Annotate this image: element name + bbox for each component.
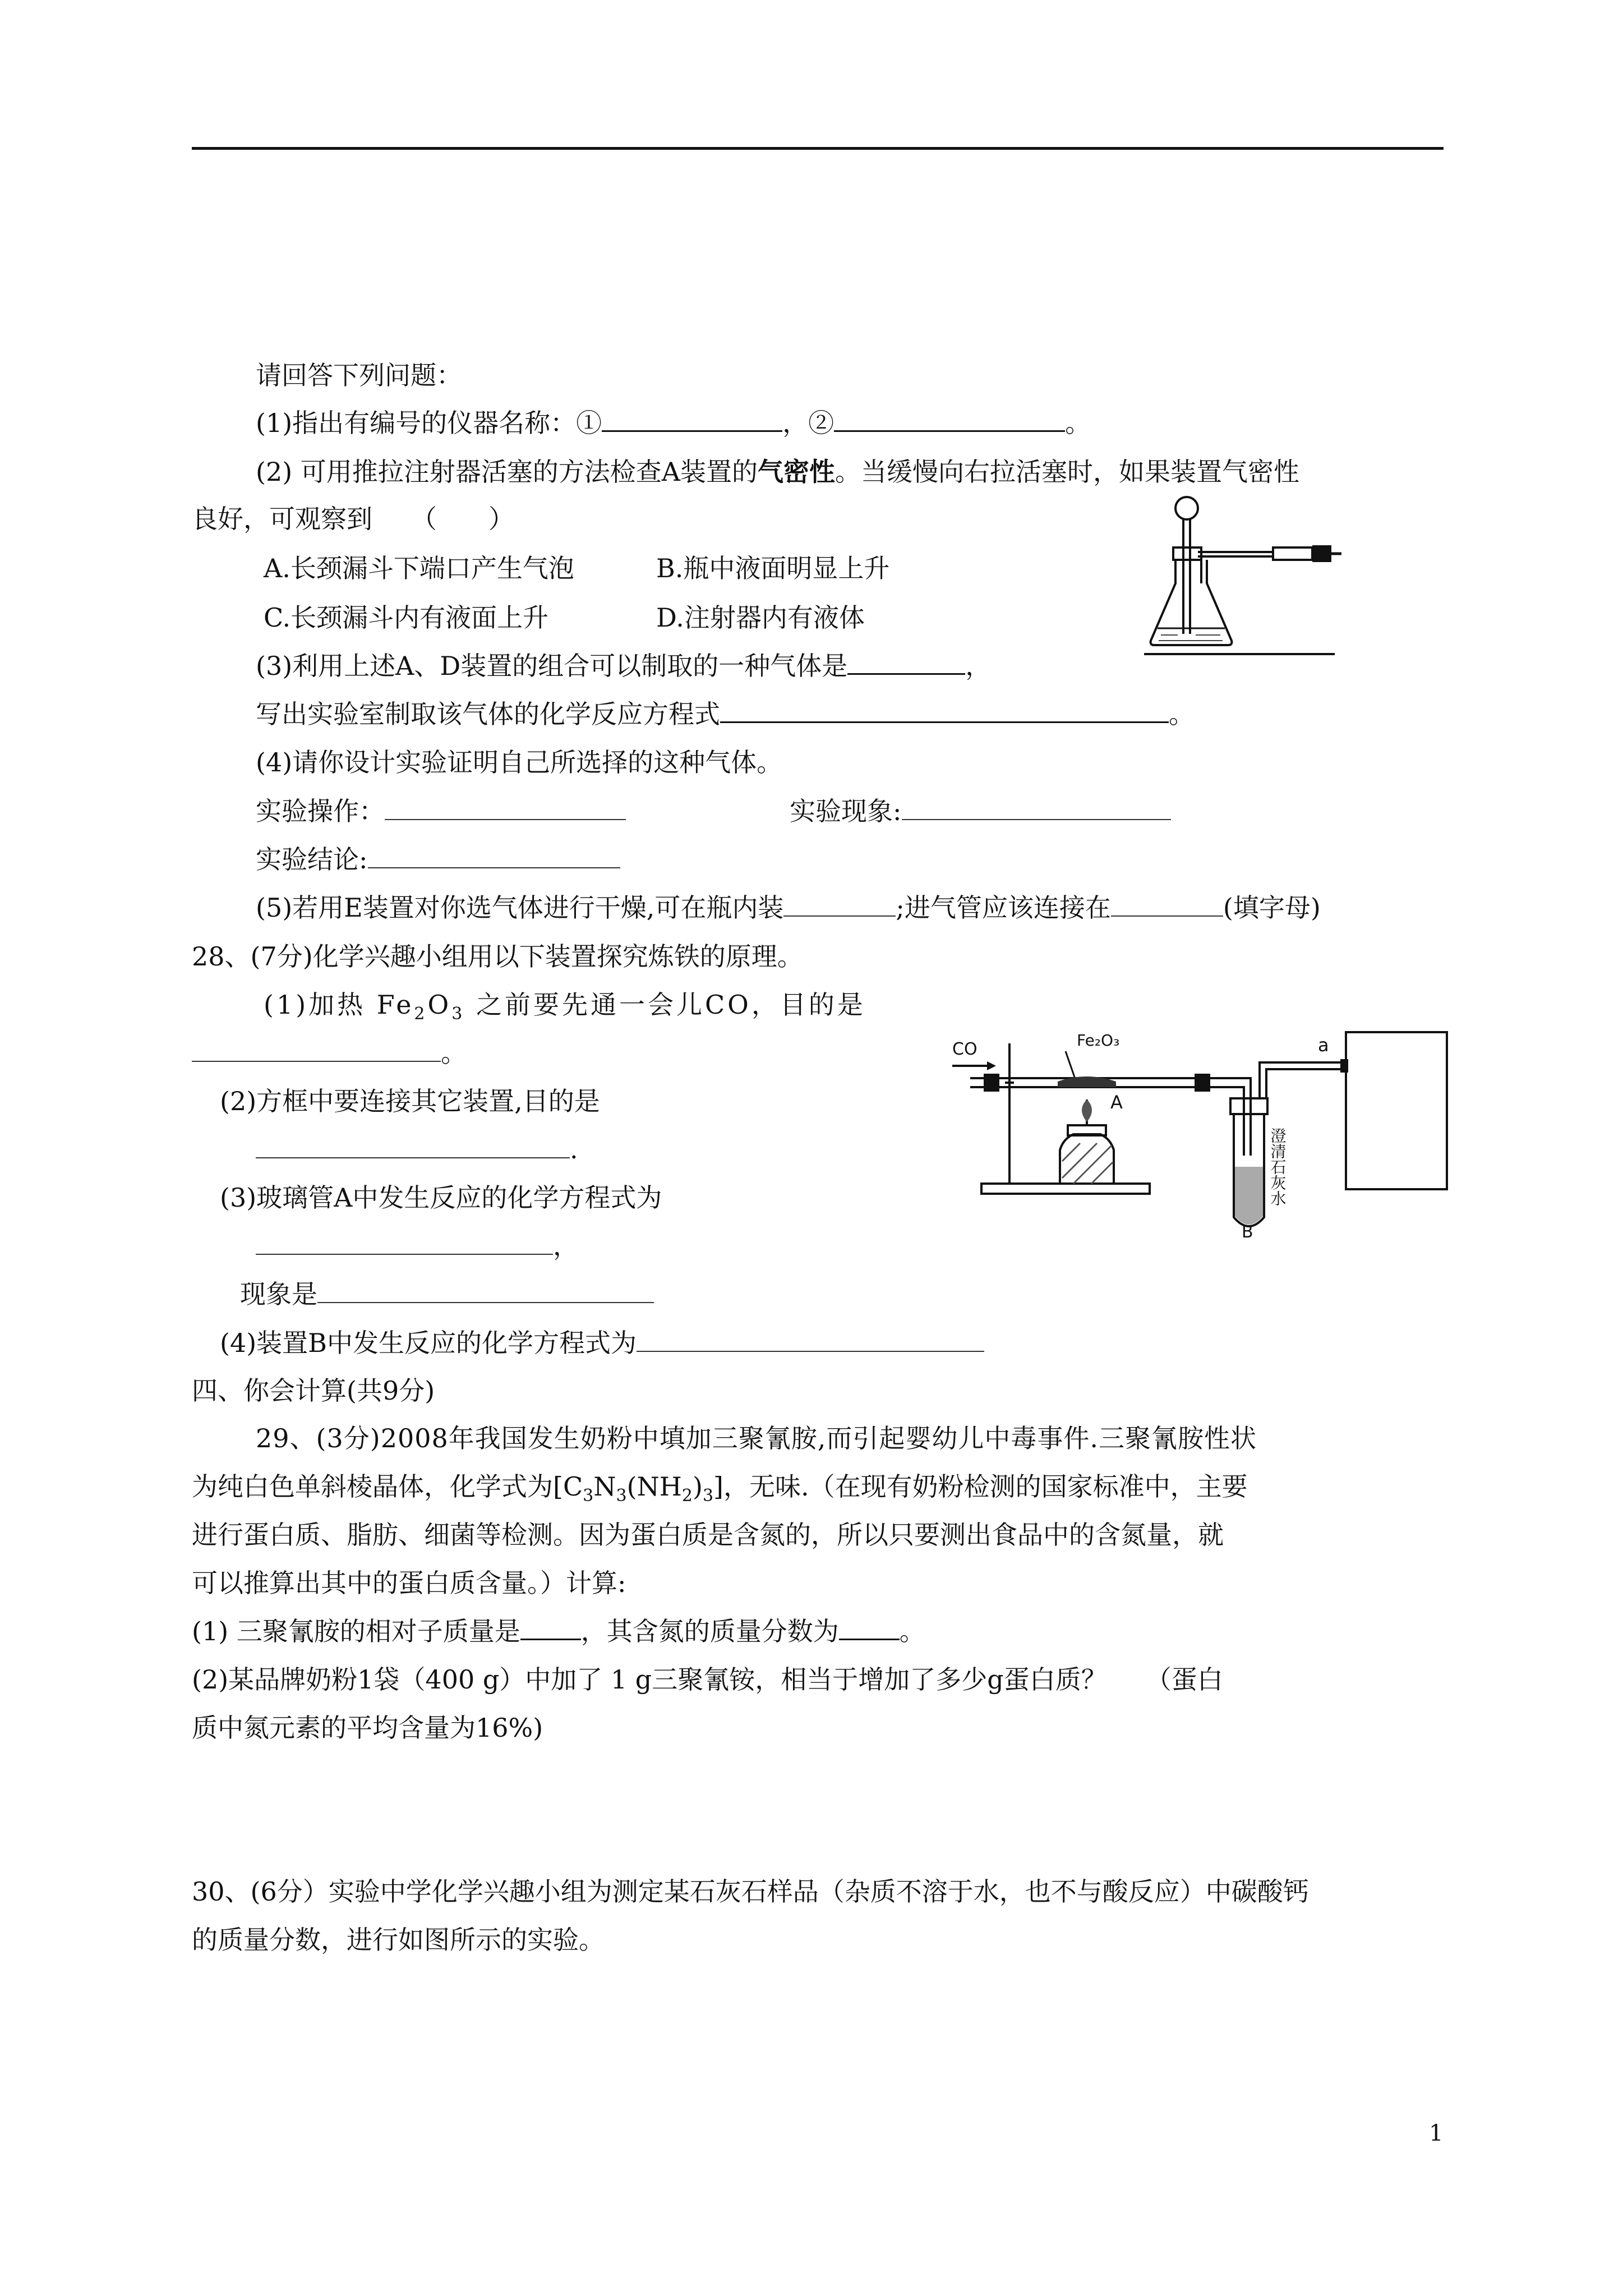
q28-part1-blank-line: 。 (192, 1040, 467, 1066)
q29-part2-line1: (2)某品牌奶粉1袋（400 g）中加了 1 g三聚氰铵，相当于增加了多少g蛋白质？ （蛋白 (192, 1664, 1223, 1695)
answer-blank-11[interactable] (256, 1157, 570, 1158)
answer-blank-5[interactable] (385, 818, 626, 820)
option-a[interactable]: A.长颈漏斗下端口产生气泡 (264, 553, 574, 583)
answer-blank-9[interactable] (1111, 915, 1223, 917)
answer-blank-15[interactable] (520, 1638, 581, 1640)
q27-part5: (5)若用E装置对你选气体进行干燥,可在瓶内装 ;进气管应该连接在 (填字母) (256, 892, 1321, 923)
q27-part1: (1)指出有编号的仪器名称：① ，② 。 (256, 408, 1091, 438)
q27-part3-line1: (3)利用上述A、D装置的组合可以制取的一种气体是 ， (256, 651, 992, 681)
answer-blank-1[interactable] (602, 430, 782, 432)
answer-blank-2[interactable] (834, 430, 1065, 432)
q27-part3-line2: 写出实验室制取该气体的化学反应方程式 。 (256, 699, 1195, 729)
answer-blank-13[interactable] (317, 1301, 654, 1303)
q28-part1: (1)加热 $Fe_2O_3$ 之前要先通一会儿CO，目的是 (264, 990, 866, 1024)
q28-part2: (2)方框中要连接其它装置,目的是 (220, 1086, 600, 1116)
q28-title: 28、(7分)化学兴趣小组用以下装置探究炼铁的原理。 (192, 941, 803, 972)
q30-line2: 的质量分数，进行如图所示的实验。 (192, 1925, 605, 1955)
answer-blank-10[interactable] (192, 1060, 441, 1062)
q28-part4: (4)装置B中发生反应的化学方程式为 (220, 1330, 984, 1356)
label-fe2o3: Fe₂O₃ (1077, 1031, 1120, 1050)
q27-phenomenon: 实验现象: (790, 798, 1171, 824)
q27-operation: 实验操作： (256, 798, 626, 824)
answer-blank-14[interactable] (637, 1350, 984, 1352)
q29-line4: 可以推算出其中的蛋白质含量。）计算: (192, 1568, 626, 1598)
option-b[interactable]: B.瓶中液面明显上升 (656, 553, 890, 583)
q28-part2-blank-line: . (256, 1137, 578, 1162)
label-a-upper: A (1110, 1092, 1123, 1113)
intro-text: 请回答下列问题： (256, 360, 462, 390)
label-a-lower: a (1318, 1034, 1329, 1056)
q29-line2: 为纯白色单斜棱晶体，化学式为$[C_3N_3(NH_2)_3]$，无味.（在现有奶粉检测的国家标准中，主要 (192, 1471, 1248, 1506)
airtightness-term: 气密性 (758, 457, 836, 487)
q29-part2-line2: 质中氮元素的平均含量为16%) (192, 1713, 543, 1743)
answer-blank-6[interactable] (902, 818, 1171, 820)
q29-line3: 进行蛋白质、脂肪、细菌等检测。因为蛋白质是含氮的，所以只要测出食品中的含氮量，就 (192, 1520, 1224, 1550)
answer-blank-12[interactable] (256, 1253, 553, 1255)
q27-part2-line2: 良好，可观察到 （ ） (192, 504, 514, 534)
section-4-title: 四、你会计算(共9分) (192, 1375, 435, 1406)
q30-line1: 30、(6分）实验中学化学兴趣小组为测定某石灰石样品（杂质不溶于水，也不与酸反应）中碳酸钙 (192, 1876, 1309, 1907)
answer-blank-4[interactable] (720, 721, 1169, 723)
label-co: CO (952, 1039, 978, 1059)
option-c[interactable]: C.长颈漏斗内有液面上升 (264, 602, 549, 633)
q27-part2-line1: (2) 可用推拉注射器活塞的方法检查A装置的气密性。当缓慢向右拉活塞时，如果装置气密性 (256, 457, 1300, 487)
q28-phenomenon: 现象是 (240, 1281, 654, 1307)
label-limewater: 澄清石灰水 (1268, 1128, 1287, 1206)
answer-blank-3[interactable] (847, 673, 965, 675)
q28-part3-blank-line: ， (256, 1233, 579, 1259)
q29-part1: (1) 三聚氰胺的相对子质量是 ，其含氮的质量分数为 。 (192, 1616, 925, 1646)
label-b: B (1242, 1222, 1253, 1240)
flask-syringe-figure (1144, 494, 1346, 662)
answer-blank-16[interactable] (839, 1638, 900, 1640)
q27-conclusion: 实验结论: (256, 846, 620, 872)
option-d[interactable]: D.注射器内有液体 (656, 602, 865, 633)
answer-blank-8[interactable] (783, 915, 896, 917)
answer-blank-7[interactable] (368, 867, 620, 868)
q29-line1: 29、(3分)2008年我国发生奶粉中填加三聚氰胺,而引起婴幼儿中毒事件.三聚氰胺性状 (256, 1423, 1257, 1453)
q27-part4: (4)请你设计实验证明自己所选择的这种气体。 (256, 747, 783, 777)
q28-part3: (3)玻璃管A中发生反应的化学方程式为 (220, 1182, 662, 1213)
page-number: 1 (1429, 2120, 1444, 2146)
header-rule (192, 147, 1444, 150)
ironmaking-apparatus-figure (948, 1015, 1453, 1240)
